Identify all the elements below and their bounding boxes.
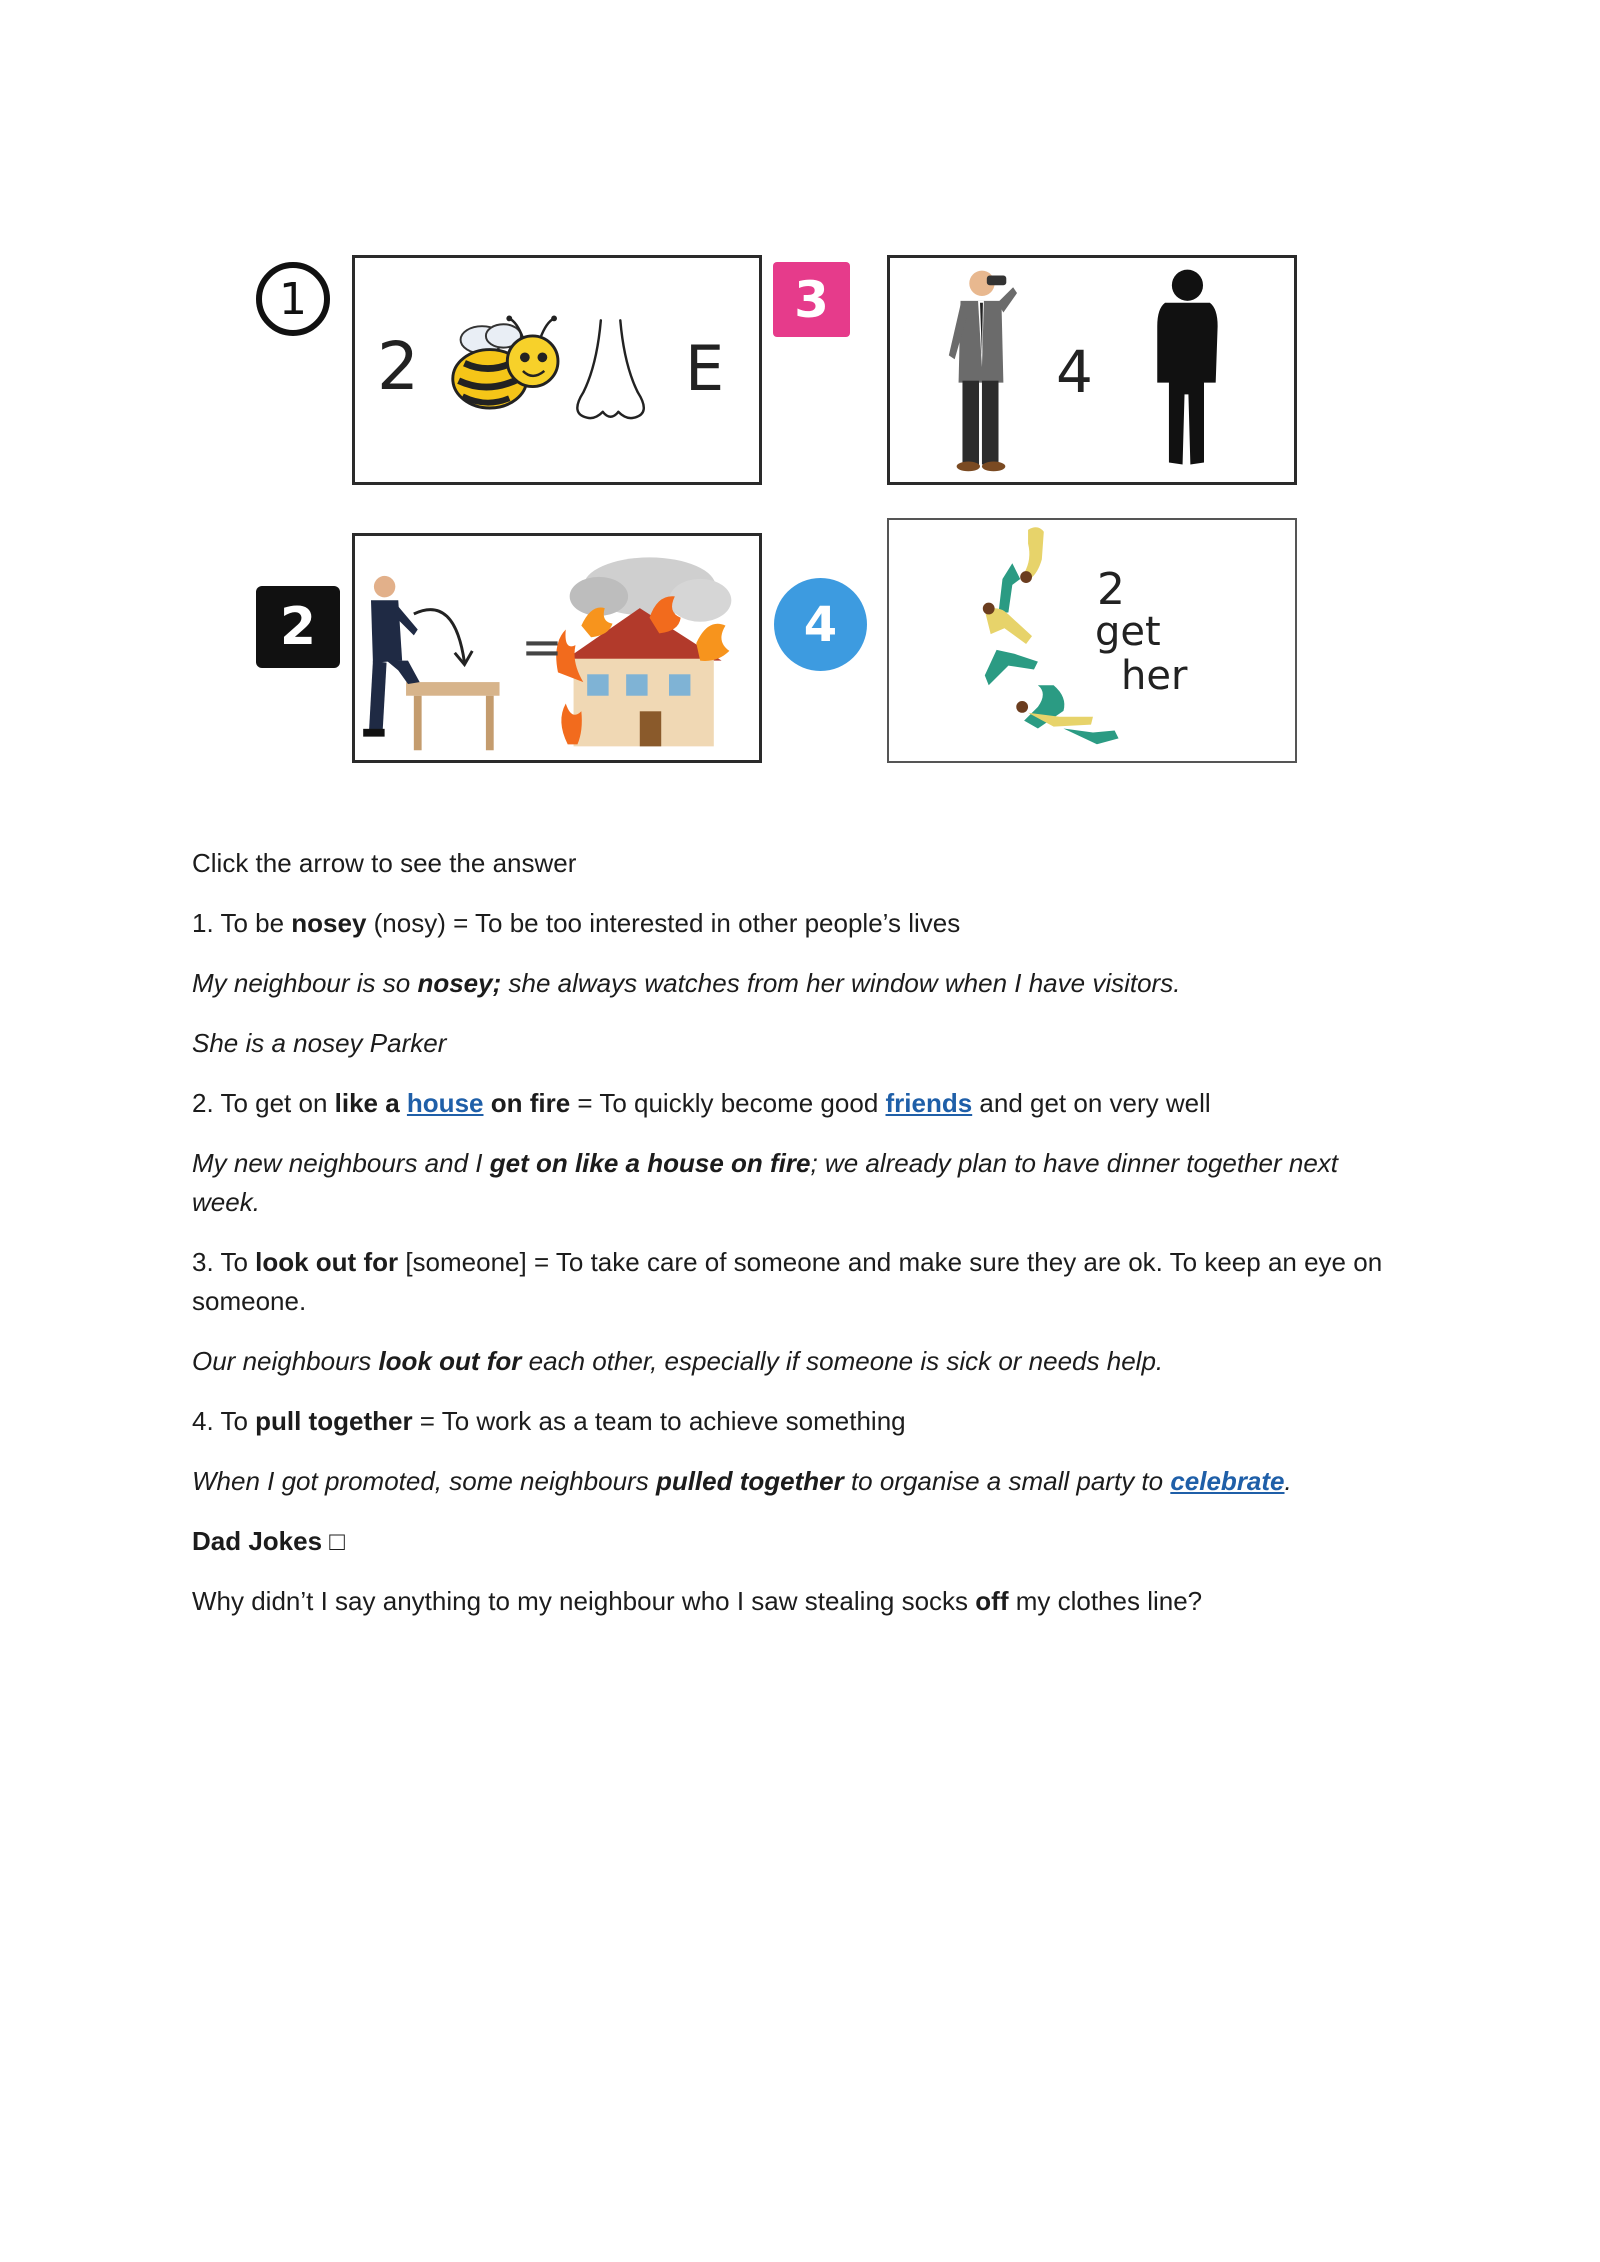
ex-3b: look out for	[378, 1346, 522, 1376]
friends-link[interactable]: friends	[885, 1088, 973, 1118]
ex-4c: to organise a small party to	[843, 1466, 1171, 1496]
joke-b: off	[975, 1586, 1009, 1616]
nose-icon	[577, 320, 643, 418]
missing-glyph-icon: □	[329, 1526, 346, 1556]
bee-icon	[453, 315, 558, 408]
idiom-2-example	[192, 1144, 1412, 1222]
idiom-2-e: and get on very well	[972, 1088, 1211, 1118]
puzzle-panel-2	[352, 533, 762, 763]
puzzle-panel-4	[887, 518, 1297, 763]
man-with-binoculars-icon	[949, 271, 1017, 472]
idiom-1-term: nosey	[291, 908, 367, 938]
idiom-3	[192, 1243, 1412, 1321]
ex-2a: My new neighbours and I	[192, 1148, 490, 1178]
badge-4: 4	[774, 578, 867, 671]
intro-text: Click the arrow to see the answer	[192, 848, 577, 878]
idiom-1-example-2	[192, 1024, 1412, 1063]
jokes-title: Dad Jokes	[192, 1526, 330, 1556]
badge-1: 1	[256, 262, 330, 336]
panel1-letter: E	[685, 332, 725, 405]
jokes-heading	[192, 1522, 1412, 1561]
idiom-1-definition: (nosy) = To be too interested in other people’s lives	[366, 908, 961, 938]
lesson-text	[192, 844, 1412, 1642]
badge-2: 2	[256, 586, 340, 668]
idiom-3-a: 3. To	[192, 1247, 256, 1277]
arrow-icon	[414, 610, 472, 665]
panel4-word-get: get	[1095, 609, 1161, 655]
panel2-equals: =	[521, 618, 563, 676]
ex-4b: pulled together	[655, 1466, 844, 1496]
joke-question	[192, 1582, 1412, 1621]
idiom-2	[192, 1084, 1412, 1123]
badge-3: 3	[773, 262, 850, 337]
idiom-1-example-1	[192, 964, 1412, 1003]
burning-house-icon	[556, 557, 731, 746]
ex-1b: nosey;	[417, 968, 502, 998]
table-icon	[406, 682, 499, 750]
idiom-3-b: look out for	[255, 1247, 399, 1277]
idiom-4-a: 4. To	[192, 1406, 256, 1436]
panel4-art	[889, 520, 1295, 761]
ex-3c: each other, especially if someone is sick or needs help.	[521, 1346, 1164, 1376]
idiom-4-example	[192, 1462, 1412, 1501]
idiom-3-example	[192, 1342, 1412, 1381]
intro-line	[192, 844, 1412, 883]
idiom-3-c: [someone] = To take care of someone and make sure they are ok. To keep an eye on someone.	[192, 1247, 1383, 1316]
ex-4a: When I got promoted, some neighbours	[192, 1466, 656, 1496]
ex-3a: Our neighbours	[192, 1346, 379, 1376]
panel4-digit: 2	[1097, 564, 1125, 615]
idiom-1-prefix: 1. To be	[192, 908, 292, 938]
celebrate-link[interactable]: celebrate	[1170, 1466, 1285, 1496]
joke-a: Why didn’t I say anything to my neighbour who I saw stealing socks	[192, 1586, 976, 1616]
idiom-2-b: like a	[334, 1088, 407, 1118]
ex-4d: .	[1284, 1466, 1292, 1496]
panel4-word-her: her	[1121, 653, 1188, 699]
idiom-1	[192, 904, 1412, 943]
rebus-figure	[0, 0, 1600, 800]
ex-1c: she always watches from her window when I have visitors.	[501, 968, 1181, 998]
ex-1-parker: She is a nosey Parker	[192, 1028, 447, 1058]
idiom-4-b: pull together	[255, 1406, 413, 1436]
house-link[interactable]: house	[406, 1088, 484, 1118]
silhouette-man-icon	[1157, 270, 1217, 465]
joke-c: my clothes line?	[1008, 1586, 1203, 1616]
panel3-digit: 4	[1056, 338, 1093, 406]
idiom-2-a: 2. To get on	[192, 1088, 335, 1118]
man-stepping-icon	[363, 576, 419, 737]
idiom-4-c: = To work as a team to achieve something	[412, 1406, 906, 1436]
puzzle-panel-3	[887, 255, 1297, 485]
ex-2c: ; we already plan to have dinner together next week.	[192, 1148, 1339, 1217]
ex-1a: My neighbour is so	[192, 968, 418, 998]
panel1-digit: 2	[377, 328, 419, 405]
ex-2b: get on like a house on fire	[489, 1148, 811, 1178]
idiom-2-d: = To quickly become good	[570, 1088, 886, 1118]
idiom-4	[192, 1402, 1412, 1441]
puzzle-panel-1	[352, 255, 762, 485]
idiom-2-c: on fire	[483, 1088, 571, 1118]
